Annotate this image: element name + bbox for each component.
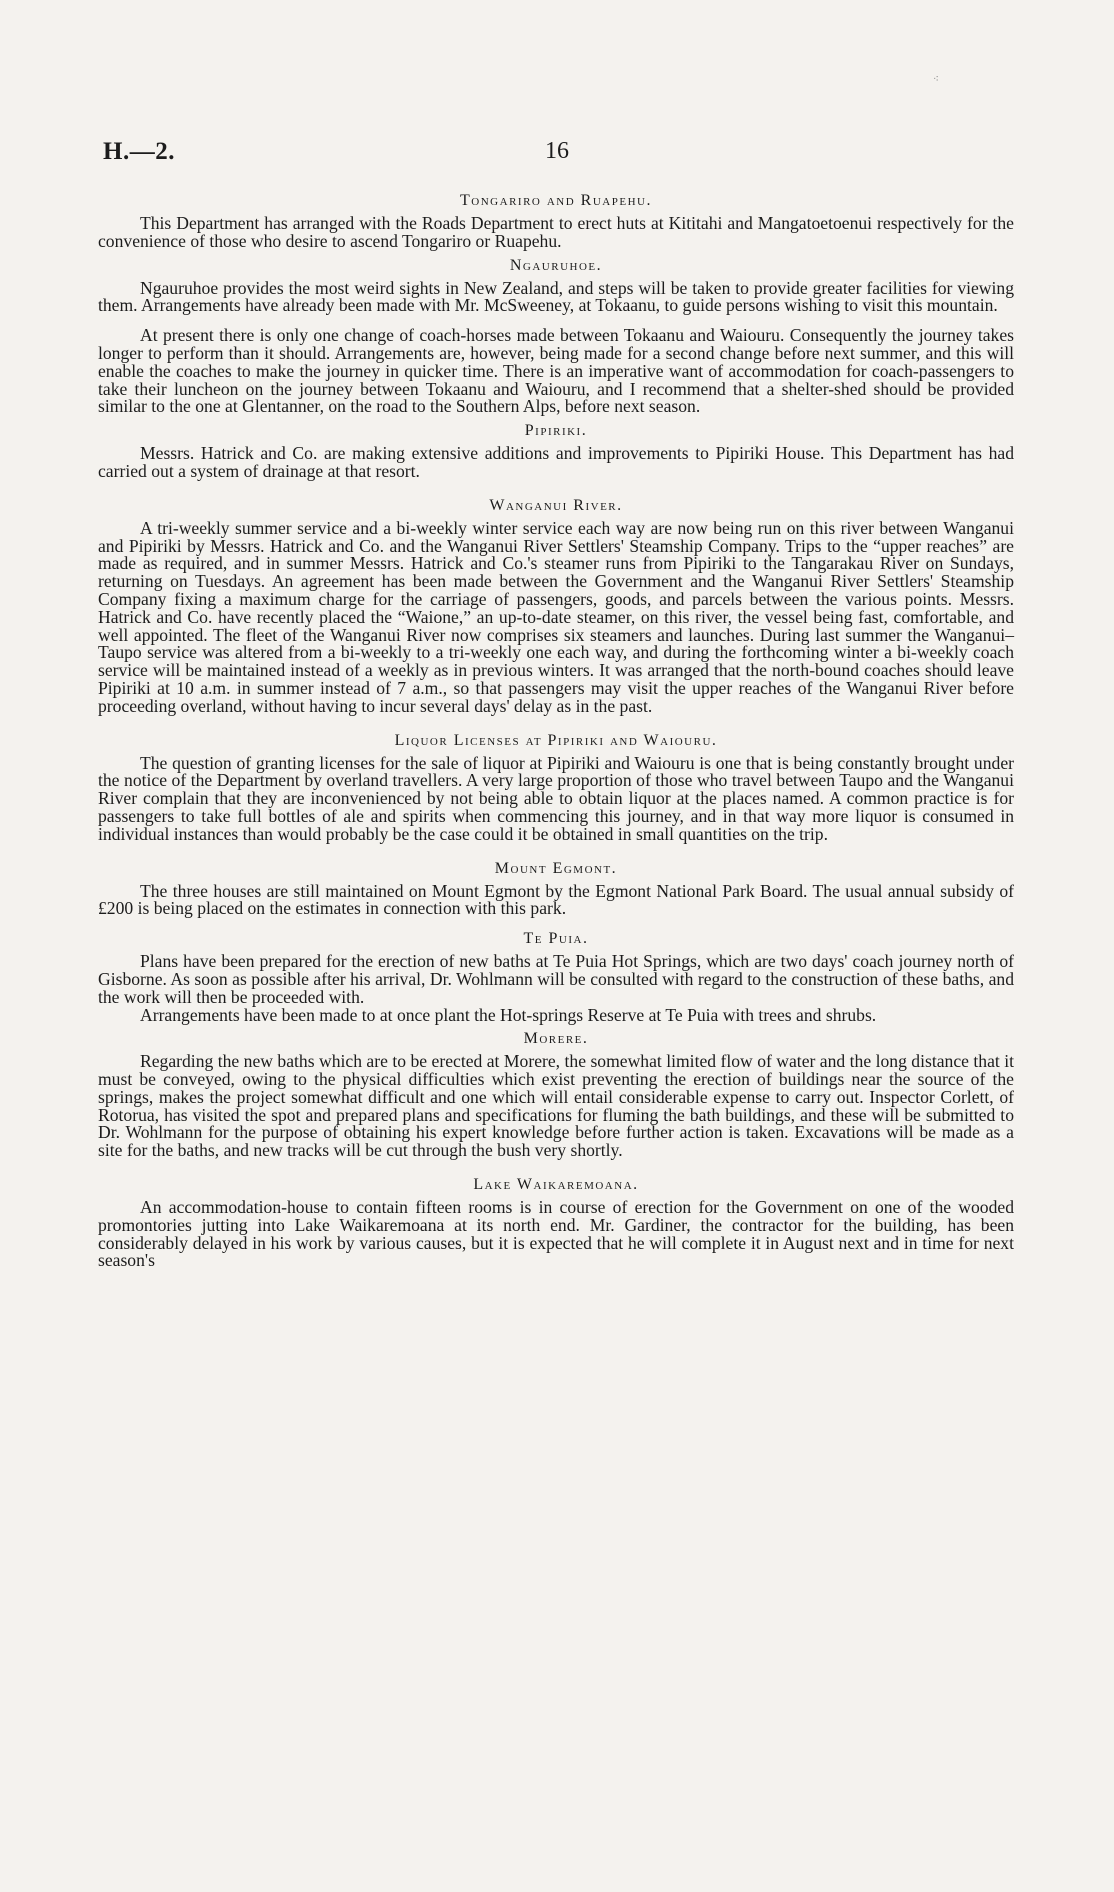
section-heading: Te Puia. xyxy=(523,930,589,948)
scan-mark: ⁖ xyxy=(933,74,939,85)
section-heading: Pipiriki. xyxy=(524,422,588,440)
paragraph: Arrangements have been made to at once plant the Hot-springs Reserve at Te Puia with trees and shrubs. xyxy=(140,1004,877,1025)
paragraph: A tri-weekly summer service and a bi-weekly winter service each way are now being run on this river between Wanganui and Pipiriki by Messrs. Hatrick and Co. and the Wanganui River Settlers' Steamship Company. Trips to the “upper reaches” are made as required, and in summer Messrs. Hatrick and Co.'s steamer runs from Pipiriki to the Tangarakau River on Sundays, returning on Tuesdays. An agreement has been made between the Government and the Wanganui River Settlers' Steamship Company fixing a maximum charge for the carriage of passengers, goods, and parcels between the various points. Messrs. Hatrick and Co. have recently placed the “Waione,” an up-to-date steamer, on this river, the vessel being fast, comfortable, and well appointed. The fleet of the Wanganui River now comprises six steamers and launches. During last summer the Wanganui–Taupo service was altered from a bi-weekly to a tri-weekly one each way, and during the forthcoming winter a bi-weekly coach service will be maintained instead of a weekly as in previous winters. It was arranged that the north-bound coaches should leave Pipiriki at 10 a.m. in summer instead of 7 a.m., so that passengers may visit the upper reaches of the Wanganui River before proceeding overland, without having to incur several days' delay as in the past. xyxy=(98,517,1014,716)
paragraph: Ngauruhoe provides the most weird sights in New Zealand, and steps will be taken to provide greater facilities for viewing them. Arrangements have already been made with Mr. McSweeney, at Tokaanu, to guide persons wishing to visit this mountain. xyxy=(98,277,1014,316)
section-pipiriki xyxy=(98,422,1014,481)
section-wanganui-river xyxy=(98,497,1014,716)
paragraph: The question of granting licenses for the sale of liquor at Pipiriki and Waiouru is one that is being constantly brought under the notice of the Department by overland travellers. A very large proportion of those who travel between Taupo and the Wanganui River complain that they are inconvenienced by not being able to obtain liquor at the places named. A common practice is for passengers to take full bottles of ale and spirits when commencing this journey, and in that way more liquor is consumed in individual instances than would probably be the case could it be obtained in small quantities on the trip. xyxy=(98,752,1014,844)
section-heading: Ngauruhoe. xyxy=(509,256,603,274)
section-heading: Mount Egmont. xyxy=(494,859,618,877)
section-mount-egmont xyxy=(98,860,1014,919)
paragraph: Plans have been prepared for the erection of new baths at Te Puia Hot Springs, which are two days' coach journey north of Gisborne. As soon as possible after his arrival, Dr. Wohlmann will be consulted with regard to the construction of these baths, and the work will then be proceeded with. xyxy=(98,951,1014,1007)
section-heading: Morere. xyxy=(523,1030,589,1048)
document-body xyxy=(98,192,1014,1270)
section-tongariro-ruapehu xyxy=(98,192,1014,251)
paragraph: An accommodation-house to contain fifteen rooms is in course of erection for the Government on one of the wooded promontories jutting into Lake Waikaremoana at its north end. Mr. Gardiner, the contractor for the building, has been considerably delayed in his work by various causes, but it is expected that he will complete it in August next and in time for next season's xyxy=(98,1197,1014,1271)
page-number: 16 xyxy=(545,138,569,164)
section-heading: Lake Waikaremoana. xyxy=(473,1176,639,1194)
section-heading: Liquor Licenses at Pipiriki and Waiouru. xyxy=(394,731,718,749)
section-morere xyxy=(98,1030,1014,1160)
section-heading: Tongariro and Ruapehu. xyxy=(460,192,652,209)
section-ngauruhoe xyxy=(98,257,1014,417)
paragraph: Regarding the new baths which are to be erected at Morere, the somewhat limited flow of water and the long distance that it must be conveyed, owing to the physical difficulties which exist preventing the erection of buildings near the source of the springs, makes the project somewhat difficult and one which will entail considerable expense to carry out. Inspector Corlett, of Rotorua, has visited the spot and prepared plans and specifications for fluming the bath buildings, and these will be submitted to Dr. Wohlmann for the purpose of obtaining his expert knowledge before further action is taken. Excavations will be made as a site for the baths, and new tracks will be cut through the bush very shortly. xyxy=(98,1051,1014,1161)
document-code: H.—2. xyxy=(103,138,175,165)
section-heading: Wanganui River. xyxy=(489,496,623,514)
paragraph: This Department has arranged with the Roads Department to erect huts at Kititahi and Mangatoetoenui respectively for the convenience of those who desire to ascend Tongariro or Ruapehu. xyxy=(98,213,1014,251)
paragraph: The three houses are still maintained on Mount Egmont by the Egmont National Park Board. The usual annual subsidy of £200 is being placed on the estimates in connection with this park. xyxy=(98,880,1014,919)
paragraph: At present there is only one change of coach-horses made between Tokaanu and Waiouru. Consequently the journey takes longer to perform than it should. Arrangements are, however, being made for a second change before next summer, and this will enable the coaches to make the journey in quicker time. There is an imperative want of accommodation for coach-passengers to take their luncheon on the journey between Tokaanu and Waiouru, and I recommend that a shelter-shed should be provided similar to the one at Glentanner, on the road to the Southern Alps, before next season. xyxy=(98,325,1014,417)
section-te-puia xyxy=(98,930,1014,1024)
section-liquor-licenses xyxy=(98,732,1014,844)
section-lake-waikaremoana xyxy=(98,1176,1014,1270)
paragraph: Messrs. Hatrick and Co. are making extensive additions and improvements to Pipiriki House. This Department has had carried out a system of drainage at that resort. xyxy=(98,443,1014,481)
